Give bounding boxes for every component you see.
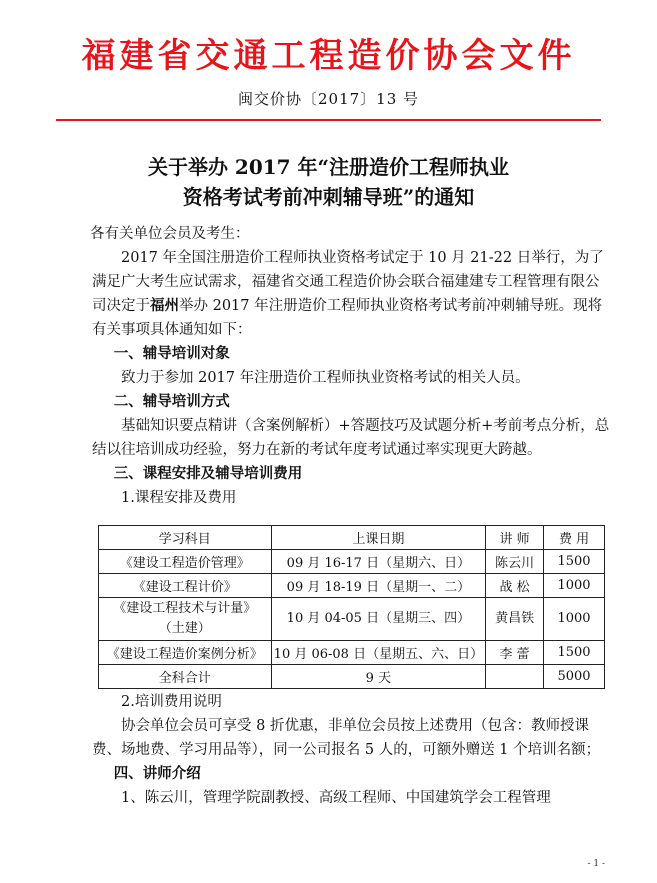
notice-body-top	[92, 222, 610, 510]
section1-heading: 一、辅导培训对象	[113, 345, 230, 362]
cell-fee: 1500	[544, 641, 605, 665]
table-row	[99, 550, 605, 574]
salutation: 各有关单位会员及考生：	[90, 226, 250, 242]
section3-heading: 三、课程安排及辅导培训费用	[113, 465, 303, 482]
cell-total-fee: 5000	[544, 665, 605, 689]
section3-sub1: 1.课程安排及费用	[121, 490, 237, 506]
table-row	[99, 574, 605, 598]
section4-text: 1、陈云川，管理学院副教授、高级工程师、中国建筑学会工程管理	[121, 790, 551, 806]
cell-date: 10 月 04-05 日（星期三、四）	[271, 598, 486, 641]
intro-paragraph	[92, 246, 610, 342]
section2-heading: 二、辅导培训方式	[113, 393, 230, 410]
page-number: - 1 -	[587, 859, 605, 869]
table-row	[99, 641, 605, 665]
section3-sub2-text: 协会单位会员可享受 8 折优惠，非单位会员按上述费用（包含：教师授课费、场地费、学习用品等），同一公司报名 5 人的，可额外赠送 1 个培训名额；	[92, 718, 601, 758]
cell-teacher: 黄昌铁	[486, 598, 544, 641]
document-number: 闽交价协〔2017〕13 号	[237, 90, 420, 108]
cell-subject: 《建设工程造价管理》	[99, 550, 272, 574]
section1-text: 致力于参加 2017 年注册造价工程师执业资格考试的相关人员。	[121, 370, 530, 386]
intro-part1: 2017 年全国注册造价工程师执业资格考试定于 10 月 21-22 日举行，为了满足广大考生应试需求，福建省交通工程造价协会联合福建建专工程管理有限公司决定于	[92, 250, 604, 314]
cell-fee: 1000	[544, 574, 605, 598]
cell-subject: 《建设工程造价案例分析》	[99, 641, 272, 665]
section3-sub2: 2.培训费用说明	[121, 694, 222, 710]
cell-subject	[99, 598, 272, 641]
table-row	[99, 598, 605, 641]
cell-teacher: 李 蕾	[486, 641, 544, 665]
red-divider	[56, 119, 601, 121]
table-header-row	[99, 526, 605, 550]
header-date: 上课日期	[271, 526, 486, 550]
cell-subject-line2: （土建）	[158, 621, 211, 636]
notice-title-line2: 资格考试考前冲刺辅导班”的通知	[182, 185, 475, 209]
cell-date: 10 月 06-08 日（星期五、六、日）	[271, 641, 486, 665]
cell-subject-line1: 《建设工程技术与计量》	[113, 601, 257, 616]
cell-total-days: 9 天	[271, 665, 486, 689]
intro-location: 福州	[150, 297, 179, 314]
notice-title	[0, 152, 657, 212]
course-fee-table	[98, 525, 605, 689]
cell-fee: 1500	[544, 550, 605, 574]
cell-fee: 1000	[544, 598, 605, 641]
table-total-row	[99, 665, 605, 689]
cell-teacher: 战 松	[486, 574, 544, 598]
issuing-organization-title: 福建省交通工程造价协会文件	[81, 36, 576, 76]
notice-title-line1: 关于举办 2017 年“注册造价工程师执业	[147, 155, 510, 179]
notice-body-bottom	[92, 690, 610, 810]
cell-total-empty	[486, 665, 544, 689]
section4-heading: 四、讲师介绍	[113, 765, 201, 782]
section2-text: 基础知识要点精讲（含案例解析）+答题技巧及试题分析+考前考点分析，总结以往培训成功经验，努力在新的考试年度考试通过率实现更大跨越。	[92, 418, 610, 458]
intro-part2: 举办 2017 年注册造价工程师执业资格考试考前冲刺辅导班。现将有关事项具体通知如下：	[92, 298, 603, 338]
cell-subject: 《建设工程计价》	[99, 574, 272, 598]
header-fee: 费 用	[544, 526, 605, 550]
cell-total-label: 全科合计	[99, 665, 272, 689]
header-teacher: 讲 师	[486, 526, 544, 550]
cell-date: 09 月 16-17 日（星期六、日）	[271, 550, 486, 574]
cell-teacher: 陈云川	[486, 550, 544, 574]
cell-date: 09 月 18-19 日（星期一、二）	[271, 574, 486, 598]
header-subject: 学习科目	[99, 526, 272, 550]
